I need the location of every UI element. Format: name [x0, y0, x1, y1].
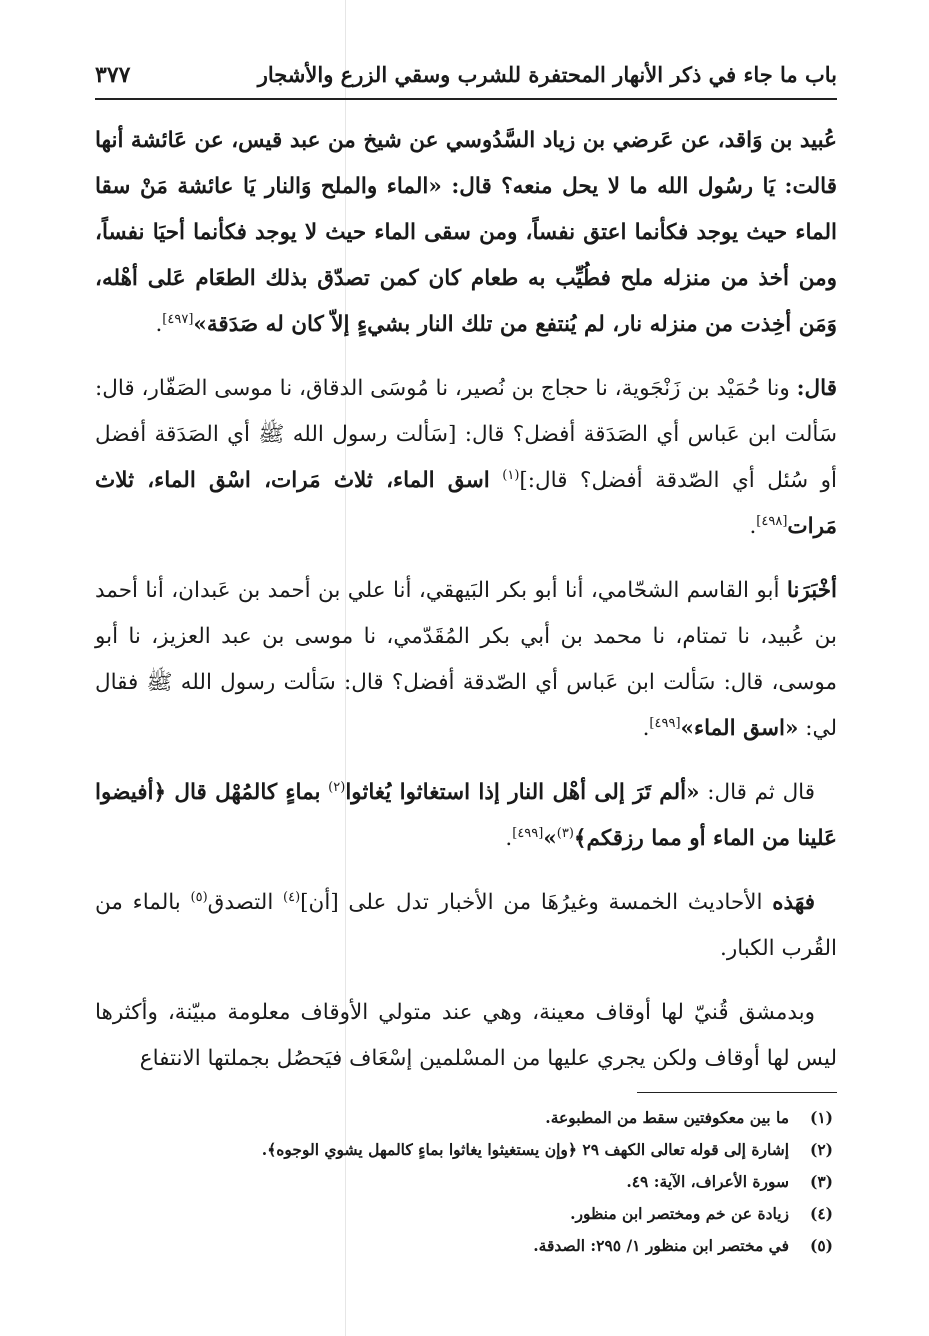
- body-text: الأحاديث الخمسة وغيرُهَا من الأخبار تدل على [أن]: [300, 890, 763, 915]
- hadith-ref: [٤٩٨]: [756, 513, 788, 529]
- footnote-text: إشارة إلى قوله تعالى الكهف ٢٩ ﴿وإن يستغيثوا يغاثوا بماءٍ كالمهل يشوي الوجوه﴾.: [261, 1140, 789, 1159]
- running-header: [95, 58, 837, 100]
- footnote-number: (١): [809, 1108, 833, 1127]
- hadith-ref: [٤٩٩]: [512, 825, 544, 841]
- footnote-marker: (٤): [283, 889, 301, 905]
- paragraph-4: قال ثم قال: «ألم تَرَ إلى أهْل النار إذا استغاثوا يُغاثوا$^{(٢)}$ بماءٍ كالمُهْل قال ﴿أفيضوا عَلينا من الماء أو مما رزقكم﴾$^{(٣)}$»[٤٩٩].: [95, 779, 837, 851]
- hadith-text: «ألم تَرَ إلى أهْل النار إذا استغاثوا يُغاثوا: [345, 780, 700, 805]
- main-text: [95, 118, 837, 1100]
- footnote-text: زيادة عن خ‍م ومختصر ابن منظور.: [570, 1204, 789, 1223]
- footnote-item: [95, 1198, 833, 1230]
- hadith-ref: [٤٩٩]: [649, 715, 681, 731]
- footnote-number: (٢): [809, 1140, 833, 1159]
- chapter-title: باب ما جاء في ذكر الأنهار المحتفرة للشرب وسقي الزرع والأشجار: [257, 62, 837, 87]
- paragraph-1: عُبيد بن وَاقد، عن عَرضي بن زياد السَّدُوسي عن شيخ من عبد قيس، عن عَائشة أنها قالت: يَا رسُول الله ما لا يحل منعه؟ قال: «الماء والملح وَالنار يَا عائشة مَنْ سقا الماء حيث يوجد فكأنما اعتق نفساً، ومن سقى الماء حيث لا يوجد فكأنما أحيَا نفساً، ومن أخذ من منزله ملح فطُيِّب به طعام كان كمن تصدّق بذلك الطعَام عَلى أهْله، وَمَن أخِذت من منزله نار، لم يُنتفع من تلك النار بشيءٍ إلاّ كان له صَدَقة»[٤٩٧].: [95, 128, 837, 337]
- footnote-text: في مختصر ابن منظور ١/ ٢٩٥: الصدقة.: [533, 1236, 789, 1255]
- isnad-text: ونا حُمَيْد بن زَنْجَوية، نا حجاج بن نُصير، نا مُوسَى الدقاق، نا موسى الصَفّار، قال: سَألت ابن عَباس أي الصَدَقة أفضل؟ قال: [سَألت رسول الله ﷺ أي الصَدَقة أفضل أو سُئل أي الصّدقة أفضل؟ قال:]: [95, 376, 837, 493]
- hadith-ref: [٤٩٧]: [162, 311, 194, 327]
- closing-quote: »: [543, 826, 557, 851]
- isnad-text: أبو القاسم الشحّامي، أنا أبو بكر البَيهقي، أنا علي بن أحمد بن عَبدان، أنا أحمد بن عُبيد، نا تمتام، نا محمد بن أبي بكر المُقَدّمي، نا موسى بن عبد العزيز، نا أبو موسى، قال: سَألت ابن عَباس أي الصّدقة أفضل؟ قال: سَألت رسول الله ﷺ فقال لي:: [95, 578, 837, 741]
- footnote-marker: (٢): [328, 779, 346, 795]
- body-text: التصدق: [207, 890, 274, 915]
- paragraph-6: [95, 990, 837, 1082]
- footnote-item: [95, 1166, 833, 1198]
- footnote-marker: (١): [502, 467, 520, 483]
- paragraph-5: [95, 880, 837, 972]
- footnote-number: (٥): [809, 1236, 833, 1255]
- lead-word: أخْبَرَنا: [786, 578, 837, 603]
- footnote-item: [95, 1134, 833, 1166]
- hadith-text: «اسق الماء»: [680, 716, 799, 741]
- page-number: ٣٧٧: [95, 62, 131, 88]
- hadith-text: اسق الماء، ثلاث مَرات، اسْق الماء، ثلاث مَرات: [95, 468, 837, 539]
- footnote-number: (٣): [809, 1172, 833, 1191]
- footnote-text: سورة الأعراف، الآية: ٤٩.: [626, 1172, 789, 1191]
- body-text: بالماء من القُرب الكبار.: [95, 890, 837, 961]
- paragraph-2: قال: ونا حُمَيْد بن زَنْجَوية، نا حجاج بن نُصير، نا مُوسَى الدقاق، نا موسى الصَفّار، قال: سَألت ابن عَباس أي الصَدَقة أفضل؟ قال: [سَألت رسول الله ﷺ أي الصَدَقة أفضل أو سُئل أي الصّدقة أفضل؟ قال:]$^{(١)}$ اسق الماء، ثلاث مَرات، اسْق الماء، ثلاث مَرات[٤٩٨].: [95, 376, 837, 539]
- footnotes: [95, 1102, 833, 1262]
- footnote-marker: (٣): [556, 825, 574, 841]
- footnote-number: (٤): [809, 1204, 833, 1223]
- narration-intro: قال ثم قال:: [707, 780, 816, 805]
- lead-word: قال:: [796, 376, 837, 401]
- footnote-marker: (٥): [190, 889, 208, 905]
- body-text: وبدمشق قُنيّ لها أوقاف معينة، وهي عند متولي الأوقاف معلومة مبيّنة، وأكثرها ليس لها أوقاف ولكن يجري عليها من المسْلمين إسْعَاف فيَحصُل بجملتها الانتفاع: [95, 1000, 837, 1071]
- footnote-item: [95, 1230, 833, 1262]
- hadith-text: عُبيد بن وَاقد، عن عَرضي بن زياد السَّدُوسي عن شيخ من عبد قيس، عن عَائشة أنها قالت: يَا رسُول الله ما لا يحل منعه؟ قال: «الماء والملح وَالنار يَا عائشة مَنْ سقا الماء حيث يوجد فكأنما اعتق نفساً، ومن سقى الماء حيث لا يوجد فكأنما أحيَا نفساً، ومن أخذ من منزله ملح فطُيِّب به طعام كان كمن تصدّق بذلك الطعَام عَلى أهْله، وَمَن أخِذت من منزله نار، لم يُنتفع من تلك النار بشيءٍ إلاّ كان له صَدَقة»: [95, 128, 837, 337]
- footnote-separator: [637, 1092, 837, 1093]
- paragraph-3: أخْبَرَنا أبو القاسم الشحّامي، أنا أبو بكر البَيهقي، أنا علي بن أحمد بن عَبدان، أنا أحمد بن عُبيد، نا تمتام، نا محمد بن أبي بكر المُقَدّمي، نا موسى بن عبد العزيز، نا أبو موسى، قال: سَألت ابن عَباس أي الصّدقة أفضل؟ قال: سَألت رسول الله ﷺ فقال لي: «اسق الماء»[٤٩٩].: [95, 578, 837, 741]
- lead-word: فهَذه: [772, 890, 815, 915]
- quran-quote: بماءٍ كالمُهْل قال ﴿أفيضوا عَلينا من الماء أو مما رزقكم﴾: [95, 780, 837, 851]
- footnote-text: ما بين معكوفتين سقط من المطبوعة.: [545, 1108, 789, 1127]
- footnote-item: [95, 1102, 833, 1134]
